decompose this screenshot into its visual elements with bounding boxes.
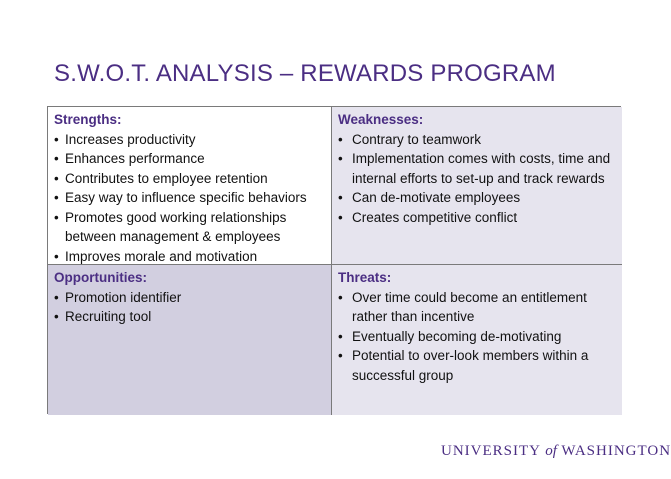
logo-text-washington: WASHINGTON	[561, 443, 671, 459]
list-item: • Contrary to teamwork	[338, 130, 616, 150]
weaknesses-heading: Weaknesses:	[338, 112, 424, 127]
list-item: • Creates competitive conflict	[338, 208, 616, 228]
list-item: • Contributes to employee retention	[54, 169, 325, 189]
logo-text-of: of	[545, 443, 557, 459]
list-item: • Increases productivity	[54, 130, 325, 150]
list-item: • Potential to over-look members within a successful group	[338, 346, 616, 385]
weaknesses-cell	[332, 107, 622, 265]
strengths-list	[54, 130, 325, 267]
list-item: • Recruiting tool	[54, 307, 325, 327]
threats-heading: Threats:	[338, 270, 392, 285]
weaknesses-list	[338, 130, 616, 228]
list-item: • Promotes good working relationships between management & employees	[54, 208, 325, 247]
opportunities-heading: Opportunities:	[54, 270, 147, 285]
page-title: S.W.O.T. ANALYSIS – REWARDS PROGRAM	[54, 60, 556, 87]
university-logo	[441, 443, 671, 460]
swot-grid	[47, 106, 621, 414]
list-item: • Over time could become an entitlement rather than incentive	[338, 288, 616, 327]
list-item: • Promotion identifier	[54, 288, 325, 308]
opportunities-cell	[48, 265, 332, 415]
threats-cell	[332, 265, 622, 415]
opportunities-list	[54, 288, 325, 327]
strengths-cell	[48, 107, 332, 265]
strengths-heading: Strengths:	[54, 112, 122, 127]
list-item: • Enhances performance	[54, 149, 325, 169]
logo-text-university: UNIVERSITY	[441, 443, 541, 459]
list-item: • Easy way to influence specific behaviors	[54, 188, 325, 208]
list-item: • Can de-motivate employees	[338, 188, 616, 208]
list-item: • Implementation comes with costs, time and internal efforts to set-up and track rewards	[338, 149, 616, 188]
list-item: • Eventually becoming de-motivating	[338, 327, 616, 347]
list-item: • Improves morale and motivation	[54, 247, 325, 267]
threats-list	[338, 288, 616, 386]
